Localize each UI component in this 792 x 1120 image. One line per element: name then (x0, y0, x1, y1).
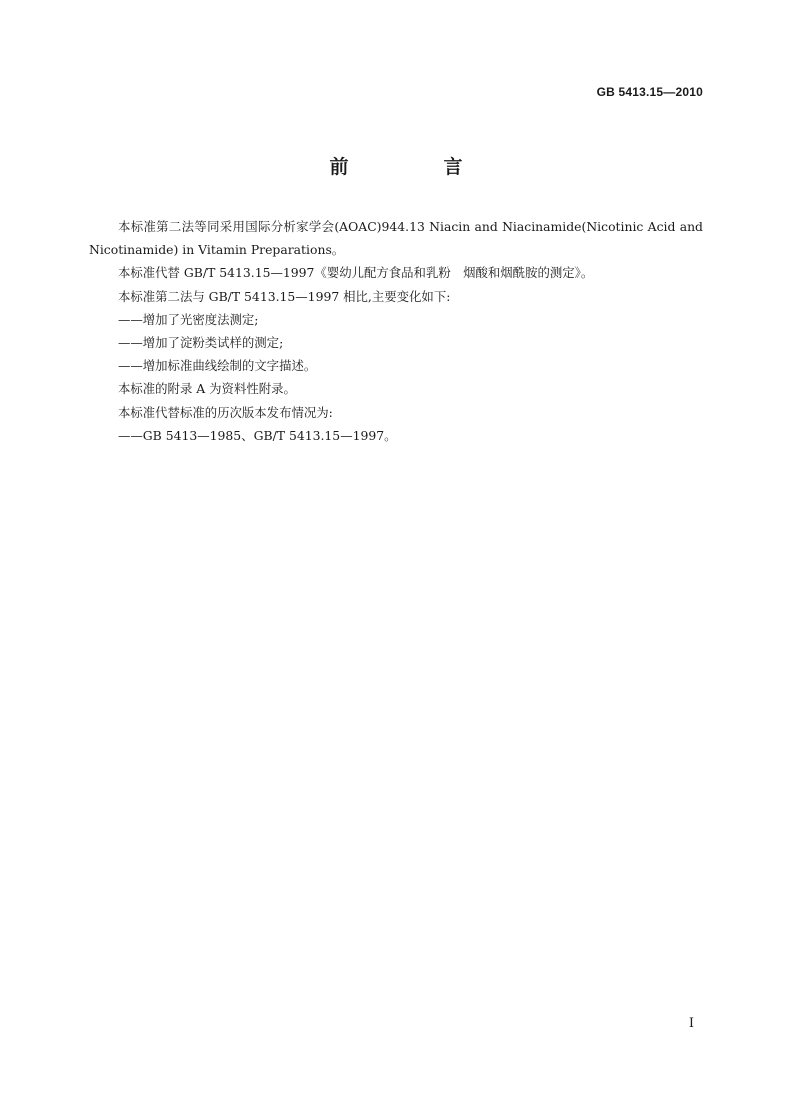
paragraph-annex: 本标准的附录 A 为资料性附录。 (118, 381, 296, 397)
paragraph-adoption: 本标准第二法等同采用国际分析家学会(AOAC)944.13 Niacin and Niacinamide(Nicotinic Acid and Nicotinamide) in Vitamin Preparations。 (89, 219, 703, 258)
list-item-history: ——GB 5413—1985、GB/T 5413.15—1997。 (118, 427, 397, 443)
page-title: 前 言 (329, 156, 501, 178)
standard-code: GB 5413.15—2010 (596, 85, 703, 99)
list-item-change: ——增加标准曲线绘制的文字描述。 (118, 358, 317, 374)
list-item-change: ——增加了淀粉类试样的测定; (118, 335, 284, 351)
paragraph-changes-intro: 本标准第二法与 GB/T 5413.15—1997 相比,主要变化如下: (118, 288, 451, 304)
foreword-body (89, 215, 703, 447)
paragraph-replaces: 本标准代替 GB/T 5413.15—1997《婴幼儿配方食品和乳粉 烟酸和烟酰胺的测定》。 (118, 265, 594, 281)
paragraph-history-intro: 本标准代替标准的历次版本发布情况为: (118, 404, 333, 420)
page-number: I (688, 1016, 694, 1031)
list-item-change: ——增加了光密度法测定; (118, 311, 259, 327)
